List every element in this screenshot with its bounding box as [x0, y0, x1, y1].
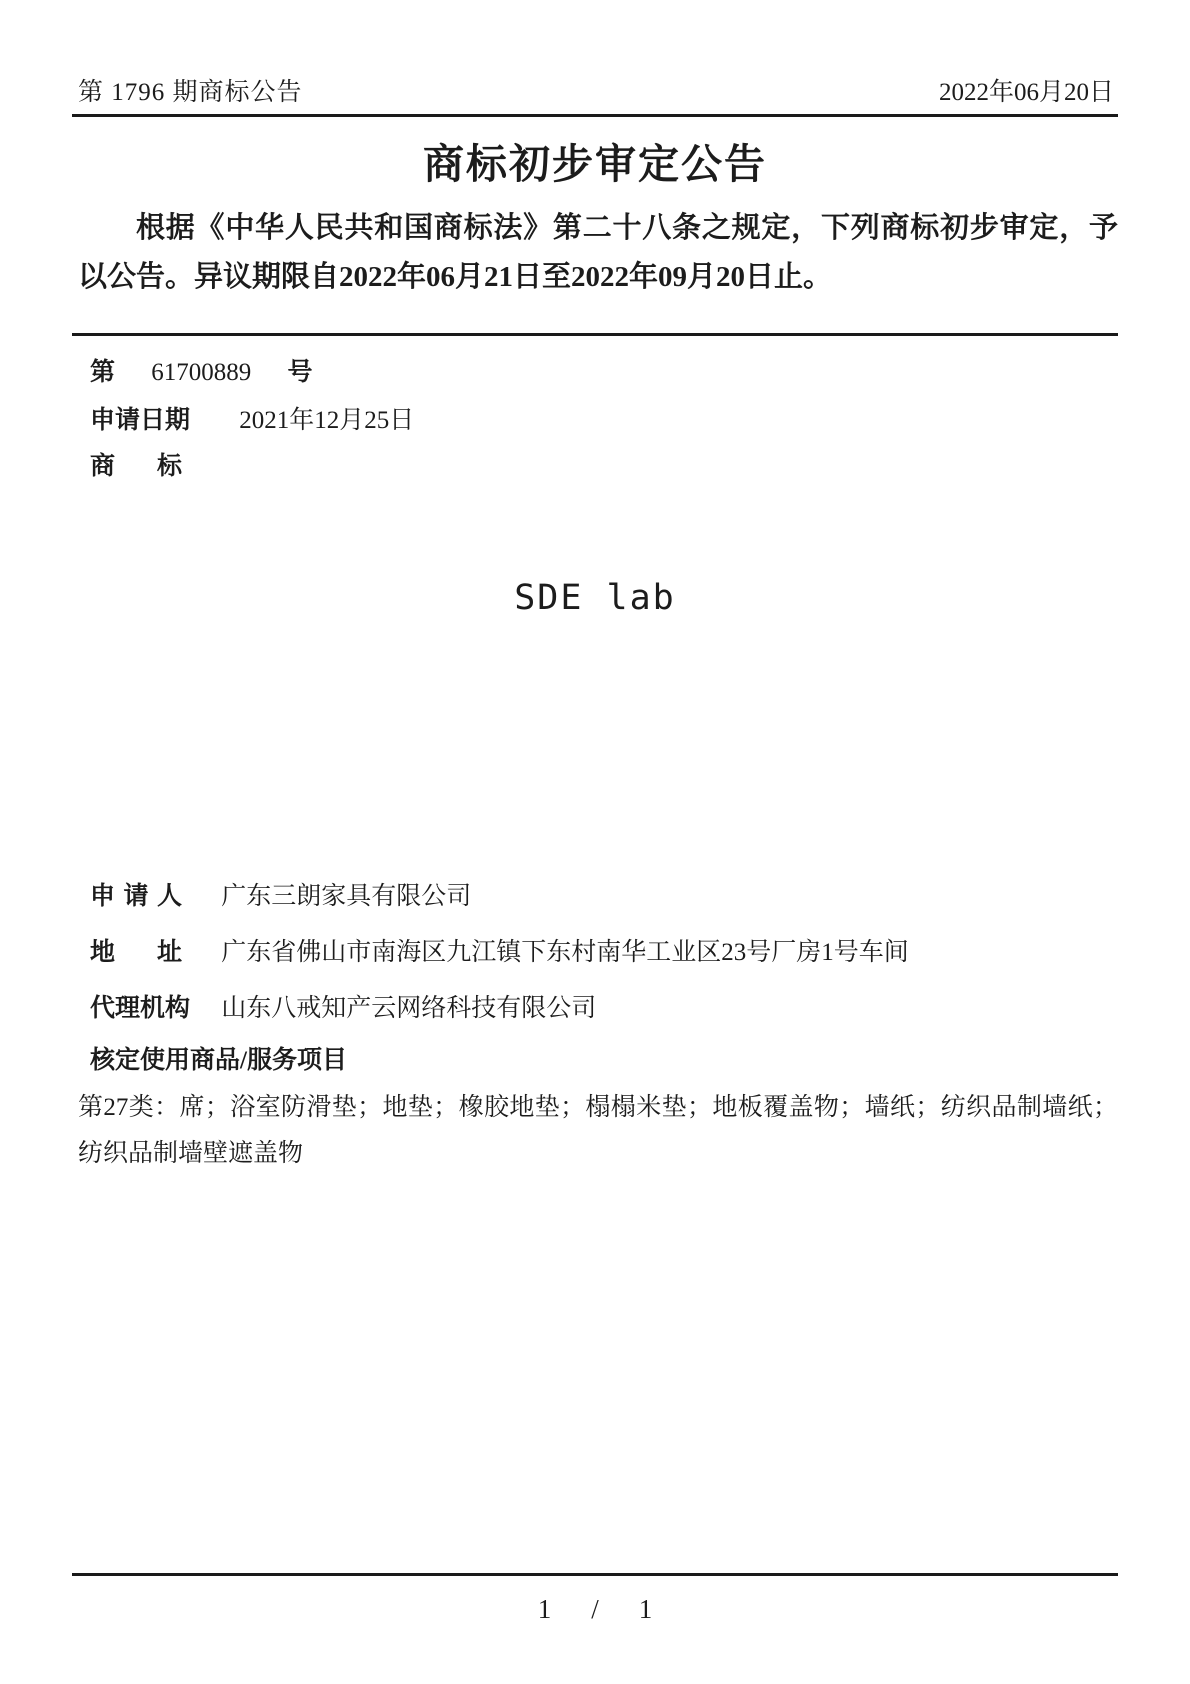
goods-services-header: 核定使用商品/服务项目 [90, 1047, 347, 1074]
notice-paragraph: 根据《中华人民共和国商标法》第二十八条之规定，下列商标初步审定，予以公告。异议期限自2022年06月21日至2022年09月20日止。 [78, 212, 1118, 293]
header-divider [72, 114, 1118, 117]
address-label: 地 址 [90, 939, 182, 966]
gazette-date: 2022年06月20日 [938, 79, 1114, 106]
application-number-row [90, 352, 313, 388]
page-title: 商标初步审定公告 [423, 141, 767, 187]
agency-row [90, 988, 596, 1024]
goods-services-list: 第27类：席；浴室防滑垫；地垫；橡胶地垫；榻榻米垫；地板覆盖物；墙纸；纺织品制墙纸；纺织品制墙壁遮盖物 [78, 1094, 1118, 1167]
gazette-issue-number: 第 1796 期商标公告 [78, 79, 303, 106]
address-value: 广东省佛山市南海区九江镇下东村南华工业区23号厂房1号车间 [221, 939, 909, 966]
applicant-label: 申 请 人 [90, 883, 182, 910]
page-number [0, 1594, 1190, 1625]
trademark-image-text: SDE lab [514, 578, 676, 618]
number-prefix-label: 第 [90, 359, 116, 386]
page-separator: / [591, 1594, 599, 1624]
total-pages: 1 [638, 1594, 653, 1624]
application-date-label: 申请日期 [90, 407, 191, 434]
agency-value: 山东八戒知产云网络科技有限公司 [221, 995, 597, 1022]
current-page: 1 [537, 1594, 552, 1624]
applicant-value: 广东三朗家具有限公司 [221, 883, 472, 910]
application-date-value: 2021年12月25日 [239, 407, 415, 434]
section-divider [72, 333, 1118, 336]
number-suffix-label: 号 [287, 359, 313, 386]
agency-label: 代理机构 [90, 995, 191, 1022]
trademark-label-row [90, 446, 182, 482]
trademark-label: 商 标 [90, 453, 182, 480]
address-row [90, 932, 909, 968]
application-number: 61700889 [151, 359, 252, 386]
footer-divider [72, 1573, 1118, 1576]
applicant-row [90, 876, 471, 912]
application-date-row [90, 400, 414, 436]
